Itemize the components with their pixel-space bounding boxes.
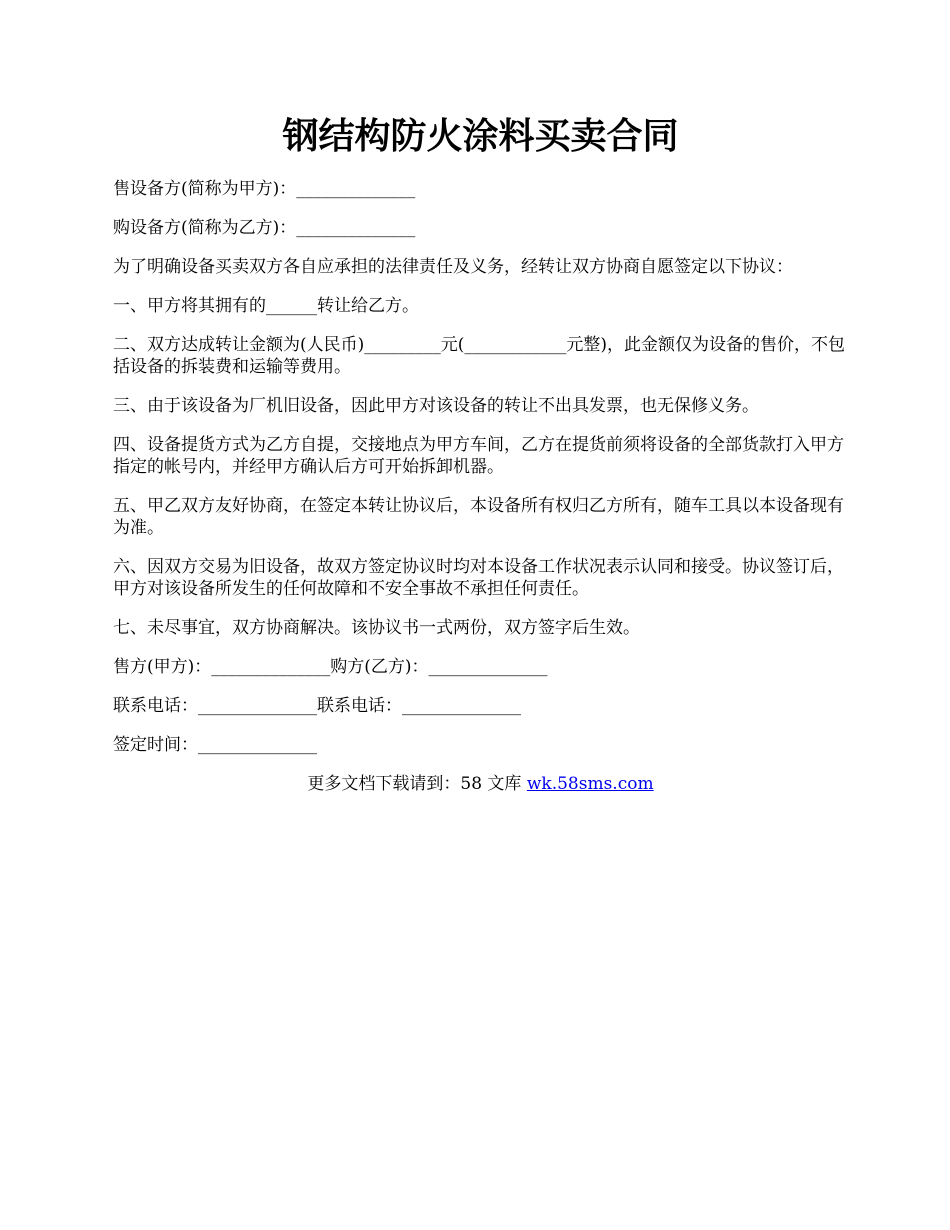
clause-5: 五、甲乙双方友好协商，在签定本转让协议后，本设备所有权归乙方所有，随车工具以本设备现有为准。 bbox=[113, 496, 844, 538]
document-title: 钢结构防火涂料买卖合同 bbox=[282, 115, 679, 157]
clause-3: 三、由于该设备为厂机旧设备，因此甲方对该设备的转让不出具发票，也无保修义务。 bbox=[113, 396, 759, 416]
clause-7: 七、未尽事宜，双方协商解决。该协议书一式两份，双方签字后生效。 bbox=[113, 618, 640, 638]
download-footer bbox=[113, 773, 848, 795]
seller-party-line: 售设备方(简称为甲方)：______________ bbox=[113, 179, 416, 199]
agreement-preamble: 为了明确设备买卖双方各自应承担的法律责任及义务，经转让双方协商自愿签定以下协议： bbox=[113, 257, 793, 277]
clause-2: 二、双方达成转让金额为(人民币)_________元(____________元整)，此金额仅为设备的售价，不包括设备的拆装费和运输等费用。 bbox=[113, 335, 846, 377]
footer-link[interactable]: wk.58sms.com bbox=[526, 774, 654, 794]
signature-parties-line: 售方(甲方)：______________购方(乙方)：______________ bbox=[113, 657, 548, 677]
signing-date-line: 签定时间：______________ bbox=[113, 735, 317, 755]
footer-text: 更多文档下载请到：58 文库 bbox=[307, 774, 527, 794]
clause-6: 六、因双方交易为旧设备，故双方签定协议时均对本设备工作状况表示认同和接受。协议签订后，甲方对该设备所发生的任何故障和不安全事故不承担任何责任。 bbox=[113, 557, 844, 599]
document-content bbox=[113, 112, 848, 795]
buyer-party-line: 购设备方(简称为乙方)：______________ bbox=[113, 218, 416, 238]
clause-4: 四、设备提货方式为乙方自提，交接地点为甲方车间，乙方在提货前须将设备的全部货款打入甲方指定的帐号内，并经甲方确认后方可开始拆卸机器。 bbox=[113, 435, 844, 477]
clause-1: 一、甲方将其拥有的______转让给乙方。 bbox=[113, 296, 419, 316]
contact-phones-line: 联系电话：______________联系电话：______________ bbox=[113, 696, 521, 716]
